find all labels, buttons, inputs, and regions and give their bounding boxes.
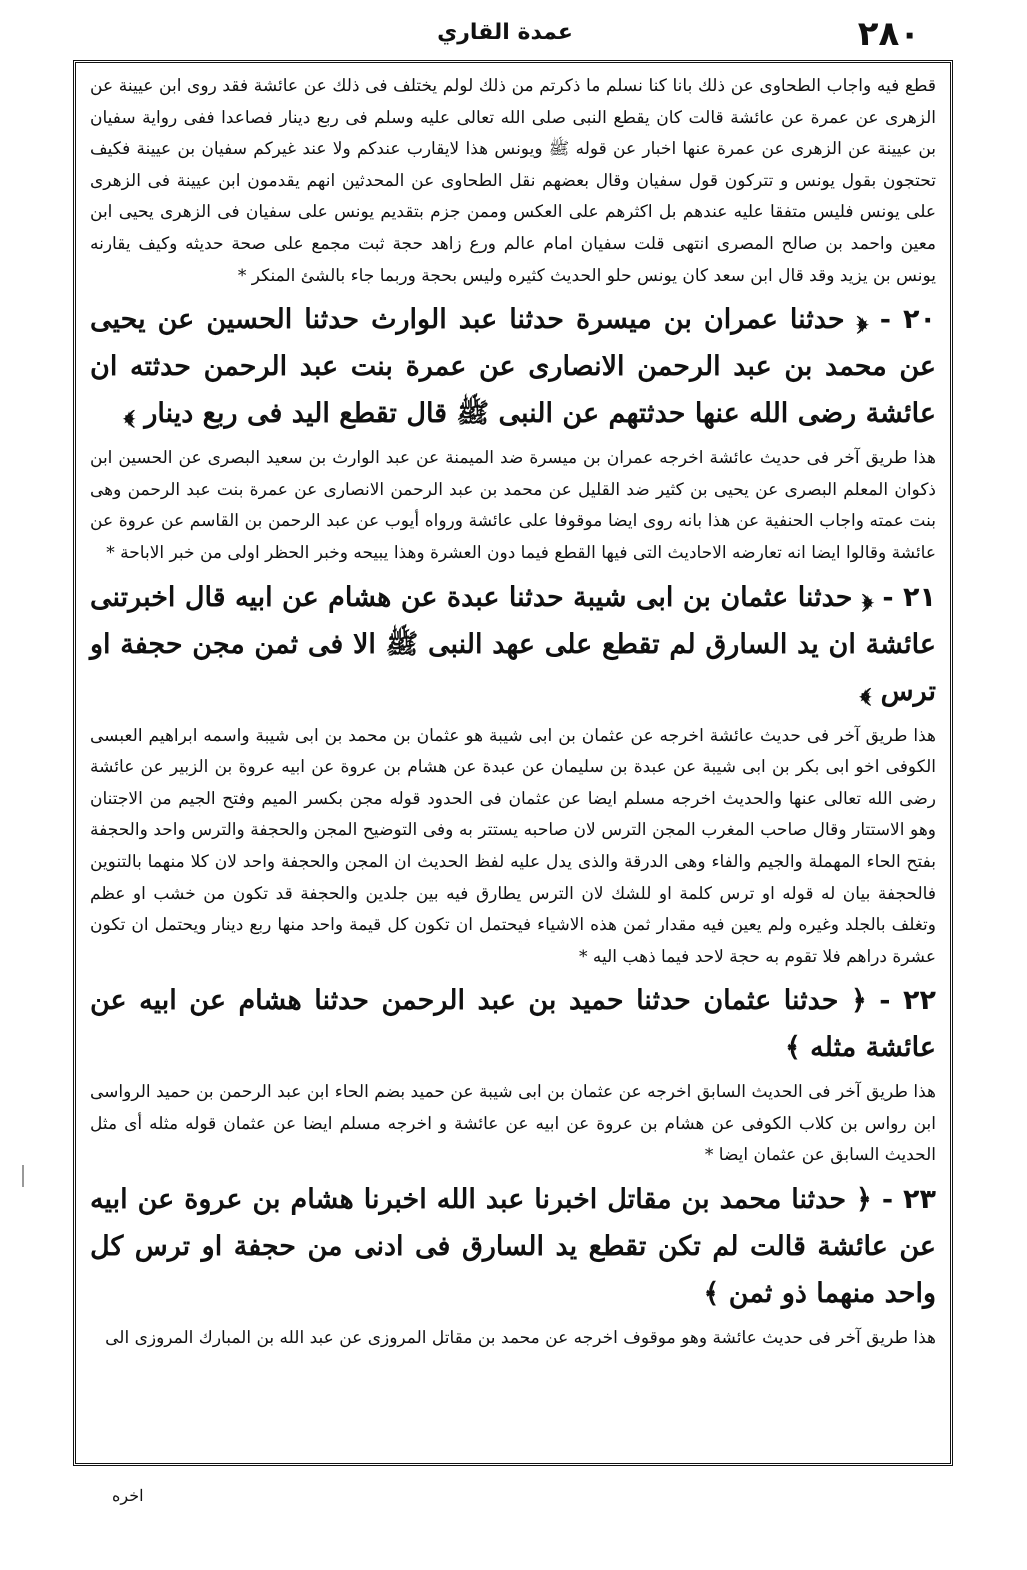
hadith-number: ٢٣ — [903, 1184, 936, 1216]
hadith-23: ٢٣ - ﴿ حدثنا محمد بن مقاتل اخبرنا عبد الله اخبرنا هشام بن عروة عن ابيه عن عائشة قالت لم تكن تقطع يد السارق فى ادنى من حجفة او ترس كل واحد منهما ذو ثمن ﴾ — [90, 1184, 936, 1310]
commentary-paragraph: قطع فيه واجاب الطحاوى عن ذلك بانا كنا نسلم ما ذكرتم من ذلك لولم يختلف فى ذلك عن عائشة فقد روى ابن عيينة عن الزهرى عن عمرة عن عائشة قالت كان يقطع النبى صلى الله تعالى عليه وسلم فى ربع دينار فصاعدا ففى رواية سفيان بن عيينة عن الزهرى عن عمرة عنها اخبار عن قوله ﷺ ويونس هذا لايقارب عندكم ولا عند غيركم سفيان بن عيينة فكيف تحتجون بقول يونس و تتركون قول سفيان وقال بعضهم نقل الطحاوى عن المحدثين انهم يقدمون ابن عيينة فى الزهرى على يونس فليس متفقا عليه عندهم بل اكثرهم على العكس وممن جزم بتقديم يونس على سفيان فى الزهرى يحيى ابن معين واحمد بن صالح المصرى انتهى قلت سفيان امام عالم ورع زاهد حجة ثبت مجمع على صحة حديثه وكيف يقارنه يونس بن يزيد وقد قال ابن سعد كان يونس حلو الحديث كثيره وليس بحجة وربما جاء بالشئ المنكر * — [90, 76, 936, 286]
hadith-21: ٢١ - ﴿ حدثنا عثمان بن ابى شيبة حدثنا عبدة عن هشام عن ابيه قال اخبرتنى عائشة ان يد السارق لم تقطع على عهد النبى ﷺ الا فى ثمن مجن حجفة او ترس ﴾ — [90, 581, 936, 707]
commentary-paragraph: هذا طريق آخر فى حديث عائشة وهو موقوف اخرجه عن محمد بن مقاتل المروزى عن عبد الله بن المبارك المروزى الى — [105, 1328, 936, 1349]
page-number: ٢٨٠ — [857, 14, 920, 54]
hadith-number: ٢٠ — [903, 304, 936, 336]
hadith-text: ﴿ حدثنا عثمان بن ابى شيبة حدثنا عبدة عن هشام عن ابيه قال اخبرتنى عائشة ان يد السارق لم تقطع على عهد النبى ﷺ الا فى ثمن مجن حجفة او ترس ﴾ — [90, 581, 936, 707]
hadith-22: ٢٢ - ﴿ حدثنا عثمان حدثنا حميد بن عبد الرحمن حدثنا هشام عن ابيه عن عائشة مثله ﴾ — [90, 985, 936, 1064]
page-frame — [73, 60, 953, 1466]
catchword: اخره — [112, 1486, 144, 1505]
margin-mark — [22, 1165, 24, 1187]
commentary-paragraph: هذا طريق آخر فى حديث عائشة اخرجه عمران بن ميسرة ضد الميمنة عن عبد الوارث بن سعيد البصرى عن الحسين ابن ذكوان المعلم البصرى عن يحيى بن كثير ضد القليل عن محمد بن عبد الرحمن الانصارى عن عمرة بنت عبد الرحمن وهى بنت عمته واجاب الحنفية عن هذا بانه روى ايضا موقوفا على عائشة ورواه أيوب عن عبد الرحمن بن القاسم عن عروة عن عائشة وقالوا ايضا انه تعارضه الاحاديث التى فيها القطع فيما دون العشرة وهذا يبيحه وخبر الحظر اولى من خبر الاباحة * — [90, 448, 936, 563]
hadith-number: ٢١ — [903, 581, 936, 613]
commentary-paragraph: هذا طريق آخر فى الحديث السابق اخرجه عن عثمان بن ابى شيبة عن حميد بضم الحاء ابن عبد الرحمن بن حميد الرواسى ابن رواس بن كلاب الكوفى عن هشام بن عروة عن ابيه عن عائشة و اخرجه مسلم ايضا عن عثمان قوله مثله أى مثل الحديث السابق عن عثمان ايضا * — [90, 1082, 936, 1166]
hadith-text: ﴿ حدثنا عمران بن ميسرة حدثنا عبد الوارث حدثنا الحسين عن يحيى عن محمد بن عبد الرحمن الانصارى عن عمرة بنت عبد الرحمن حدثته ان عائشة رضى الله عنها حدثتهم عن النبى ﷺ قال تقطع اليد فى ربع دينار ﴾ — [90, 304, 936, 430]
hadith-number: ٢٢ — [903, 985, 936, 1017]
hadith-20: ٢٠ - ﴿ حدثنا عمران بن ميسرة حدثنا عبد الوارث حدثنا الحسين عن يحيى عن محمد بن عبد الرحمن الانصارى عن عمرة بنت عبد الرحمن حدثته ان عائشة رضى الله عنها حدثتهم عن النبى ﷺ قال تقطع اليد فى ربع دينار ﴾ — [90, 304, 936, 430]
running-title: عمدة القاري — [437, 20, 573, 45]
commentary-paragraph: هذا طريق آخر فى حديث عائشة اخرجه عن عثمان بن ابى شيبة هو عثمان بن محمد بن ابى شيبة واسمه ابراهيم العبسى الكوفى اخو ابى بكر بن ابى شيبة عن عبدة بن سليمان عن عبدة عن هشام بن عروة عن ابيه عروة بن الزبير عن عائشة رضى الله تعالى عنها والحديث اخرجه مسلم ايضا عن عثمان فى الحدود قوله مجن بكسر الميم وفتح الجيم من الاجتنان وهو الاستتار وقال صاحب المغرب المجن الترس لان صاحبه يستتر به وفى التوضيح المجن والحجفة والترس واحد والحجفة بفتح الحاء المهملة والجيم والفاء وهى الدرقة والذى يدل عليه لفظ الحديث ان المجن والحجفة واحد لان كلا منهما بالتنوين فالحجفة بيان له قوله او ترس كلمة او للشك لان الترس يطارق فيه بين جلدين والحجفة قد تكون من خشب او عظم وتغلف بالجلد وغيره ولم يعين فيه مقدار ثمن هذه الاشياء فيحتمل ان تكون كل قيمة واحد منها ربع دينار ويحتمل ان تكون عشرة دراهم فلا تقوم به حجة لاحد فيما ذهب اليه * — [90, 725, 937, 967]
page-header — [60, 14, 950, 54]
hadith-text: ﴿ حدثنا عثمان حدثنا حميد بن عبد الرحمن حدثنا هشام عن ابيه عن عائشة مثله ﴾ — [90, 985, 936, 1064]
hadith-text: ﴿ حدثنا محمد بن مقاتل اخبرنا عبد الله اخبرنا هشام بن عروة عن ابيه عن عائشة قالت لم تكن تقطع يد السارق فى ادنى من حجفة او ترس كل واحد منهما ذو ثمن ﴾ — [90, 1184, 936, 1310]
